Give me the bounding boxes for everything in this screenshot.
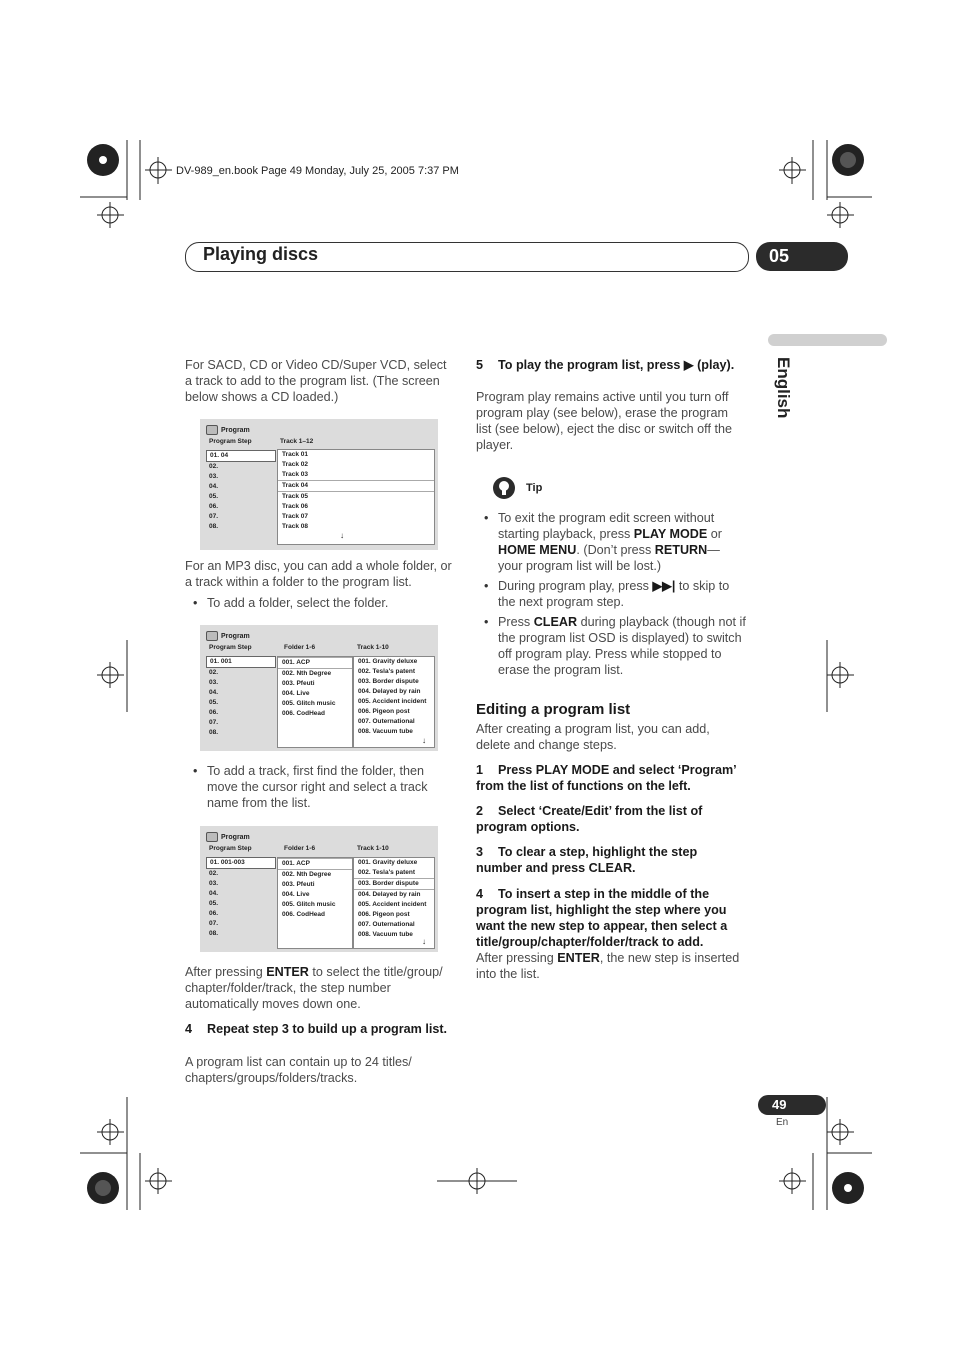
- track-row-selected[interactable]: 003. Border dispute: [354, 878, 434, 890]
- folder-list: [277, 857, 353, 949]
- step-row[interactable]: 04.: [209, 689, 219, 696]
- folder-row-selected[interactable]: 001. ACP: [278, 657, 352, 669]
- program-step-list: [206, 656, 276, 738]
- edit-step1: 1 Press PLAY MODE and select ‘Program’ from the list of functions on the left.: [476, 763, 736, 793]
- step-row[interactable]: 05.: [209, 900, 219, 907]
- folder-row[interactable]: 006. CodHead: [282, 911, 325, 918]
- track-row[interactable]: Track 05: [282, 493, 309, 500]
- step-row[interactable]: 08.: [209, 930, 219, 937]
- col-program-step: Program Step: [209, 644, 252, 651]
- folder-row[interactable]: 004. Live: [282, 690, 310, 697]
- tip-item: • During program play, press ▶▶| to skip to the next program step.: [476, 578, 746, 610]
- track-row[interactable]: 004. Delayed by rain: [358, 891, 421, 898]
- tip-list: [476, 510, 746, 682]
- track-row[interactable]: Track 03: [282, 471, 309, 478]
- folder-list: [277, 656, 353, 748]
- track-row-selected[interactable]: Track 04: [278, 480, 434, 492]
- step-row[interactable]: 05.: [209, 493, 219, 500]
- track-row[interactable]: 004. Delayed by rain: [358, 688, 421, 695]
- track-row[interactable]: 006. Pigeon post: [358, 911, 410, 918]
- osd-header: Program: [206, 631, 250, 641]
- col-program-step: Program Step: [209, 438, 252, 445]
- step-row[interactable]: 08.: [209, 729, 219, 736]
- editing-intro: After creating a program list, you can add, delete and change steps.: [476, 722, 710, 752]
- osd-screen-mp3-folder: [200, 625, 438, 751]
- chapter-title: Playing discs: [203, 244, 319, 264]
- scroll-down-icon[interactable]: ↓: [422, 937, 426, 946]
- track-row[interactable]: Track 07: [282, 513, 309, 520]
- step5-heading: 5 To play the program list, press ▶ (play).: [476, 358, 735, 372]
- step-row[interactable]: 02.: [209, 463, 219, 470]
- step-row[interactable]: 03.: [209, 473, 219, 480]
- folder-row[interactable]: 004. Live: [282, 891, 310, 898]
- col-track: Track 1–12: [280, 438, 314, 445]
- step-row[interactable]: 06.: [209, 503, 219, 510]
- program-step-list: [206, 857, 276, 939]
- track-row[interactable]: 008. Vacuum tube: [358, 931, 413, 938]
- col-track: Track 1-10: [357, 644, 389, 651]
- folder-row-selected[interactable]: 001. ACP: [278, 858, 352, 870]
- edit-step2: 2 Select ‘Create/Edit’ from the list of program options.: [476, 804, 703, 834]
- step-row[interactable]: 04.: [209, 483, 219, 490]
- step4-body: A program list can contain up to 24 titles/ chapters/groups/folders/tracks.: [185, 1055, 412, 1085]
- tip-item: • To exit the program edit screen without starting playback, press PLAY MODE or HOME MENU. (Don’t press RETURN— your program list will be lost.): [476, 510, 746, 574]
- book-info: DV-989_en.book Page 49 Monday, July 25, 2005 7:37 PM: [176, 165, 459, 177]
- program-step-list: [206, 450, 276, 532]
- track-row[interactable]: 007. Outernational: [358, 718, 415, 725]
- scroll-down-icon[interactable]: ↓: [340, 531, 344, 540]
- col-track: Track 1-10: [357, 845, 389, 852]
- track-list: [353, 656, 435, 748]
- bullet-add-folder: • To add a folder, select the folder.: [185, 595, 455, 611]
- chapter-number: 05: [756, 242, 848, 271]
- track-list: [277, 449, 435, 545]
- step-row[interactable]: 06.: [209, 910, 219, 917]
- track-row[interactable]: Track 01: [282, 451, 309, 458]
- language-label: English: [774, 357, 793, 419]
- edit-step4-body: After pressing ENTER, the new step is inserted into the list.: [476, 951, 740, 981]
- track-row[interactable]: 001. Gravity deluxe: [358, 658, 418, 665]
- page-number: 49: [758, 1095, 826, 1115]
- track-row[interactable]: 006. Pigeon post: [358, 708, 410, 715]
- track-row[interactable]: Track 08: [282, 523, 309, 530]
- step-row[interactable]: 07.: [209, 920, 219, 927]
- osd-header: Program: [206, 832, 250, 842]
- step4-heading: 4 Repeat step 3 to build up a program list.: [185, 1022, 448, 1036]
- edit-step4: 4 To insert a step in the middle of the program list, highlight the step where you want the new step to appear, then select a title/group/chapter/folder/track to add.: [476, 887, 728, 949]
- col-folder: Folder 1-6: [284, 845, 316, 852]
- step-row[interactable]: 04.: [209, 890, 219, 897]
- tip-icon: [492, 476, 516, 500]
- folder-row[interactable]: 006. CodHead: [282, 710, 325, 717]
- track-bullet-list: [185, 763, 455, 815]
- step-row[interactable]: 03.: [209, 880, 219, 887]
- edit-step3: 3 To clear a step, highlight the step number and press CLEAR.: [476, 845, 698, 875]
- track-row[interactable]: Track 02: [282, 461, 309, 468]
- step-row[interactable]: 03.: [209, 679, 219, 686]
- col-program-step: Program Step: [209, 845, 252, 852]
- step-row[interactable]: 06.: [209, 709, 219, 716]
- folder-bullet-list: [185, 595, 455, 615]
- track-row[interactable]: 002. Tesla's patent: [358, 869, 416, 876]
- step-row[interactable]: 08.: [209, 523, 219, 530]
- folder-row[interactable]: 002. Nth Degree: [282, 871, 332, 878]
- step-row[interactable]: 07.: [209, 719, 219, 726]
- page-language: En: [776, 1117, 789, 1128]
- step-row[interactable]: 02.: [209, 870, 219, 877]
- step-row[interactable]: 07.: [209, 513, 219, 520]
- folder-row[interactable]: 002. Nth Degree: [282, 670, 332, 677]
- track-row[interactable]: 003. Border dispute: [358, 678, 419, 685]
- bullet-add-track: • To add a track, first find the folder, then move the cursor right and select a track name from the list.: [185, 763, 455, 811]
- col-folder: Folder 1-6: [284, 644, 316, 651]
- folder-row[interactable]: 003. Pfeuti: [282, 881, 315, 888]
- step-row[interactable]: 05.: [209, 699, 219, 706]
- track-row[interactable]: 007. Outernational: [358, 921, 415, 928]
- step-row[interactable]: 02.: [209, 669, 219, 676]
- track-row[interactable]: 008. Vacuum tube: [358, 728, 413, 735]
- osd-screen-mp3-track: [200, 826, 438, 952]
- track-row[interactable]: 005. Accident incident: [358, 698, 427, 705]
- step-row[interactable]: 01. 04: [206, 450, 276, 462]
- language-tab: [768, 334, 887, 346]
- mp3-intro: For an MP3 disc, you can add a whole folder, or a track within a folder to the program list.: [185, 559, 452, 589]
- intro-paragraph: For SACD, CD or Video CD/Super VCD, select a track to add to the program list. (The screen below shows a CD loaded.): [185, 358, 447, 404]
- track-row[interactable]: 001. Gravity deluxe: [358, 859, 418, 866]
- program-icon: [206, 832, 218, 842]
- osd-screen-cd: [200, 419, 438, 550]
- tip-label: Tip: [526, 482, 543, 494]
- program-icon: [206, 425, 218, 435]
- program-icon: [206, 631, 218, 641]
- track-row[interactable]: Track 06: [282, 503, 309, 510]
- step-row[interactable]: 01. 001-003: [206, 857, 276, 869]
- folder-row[interactable]: 003. Pfeuti: [282, 680, 315, 687]
- step-row[interactable]: 01. 001: [206, 656, 276, 668]
- track-list: [353, 857, 435, 949]
- tip-item: • Press CLEAR during playback (though not if the program list OSD is displayed) to switch off program play. Press while stopped to erase the program list.: [476, 614, 746, 678]
- track-row[interactable]: 002. Tesla's patent: [358, 668, 416, 675]
- editing-heading: Editing a program list: [476, 701, 631, 718]
- osd-header: Program: [206, 425, 250, 435]
- scroll-down-icon[interactable]: ↓: [422, 736, 426, 745]
- folder-row[interactable]: 005. Glitch music: [282, 700, 336, 707]
- step5-body: Program play remains active until you turn off program play (see below), erase the program list (see below), eject the disc or switch off the player.: [476, 390, 732, 452]
- after-enter-paragraph: After pressing ENTER to select the title/group/ chapter/folder/track, the step number automatically moves down one.: [185, 965, 443, 1011]
- track-row[interactable]: 005. Accident incident: [358, 901, 427, 908]
- folder-row[interactable]: 005. Glitch music: [282, 901, 336, 908]
